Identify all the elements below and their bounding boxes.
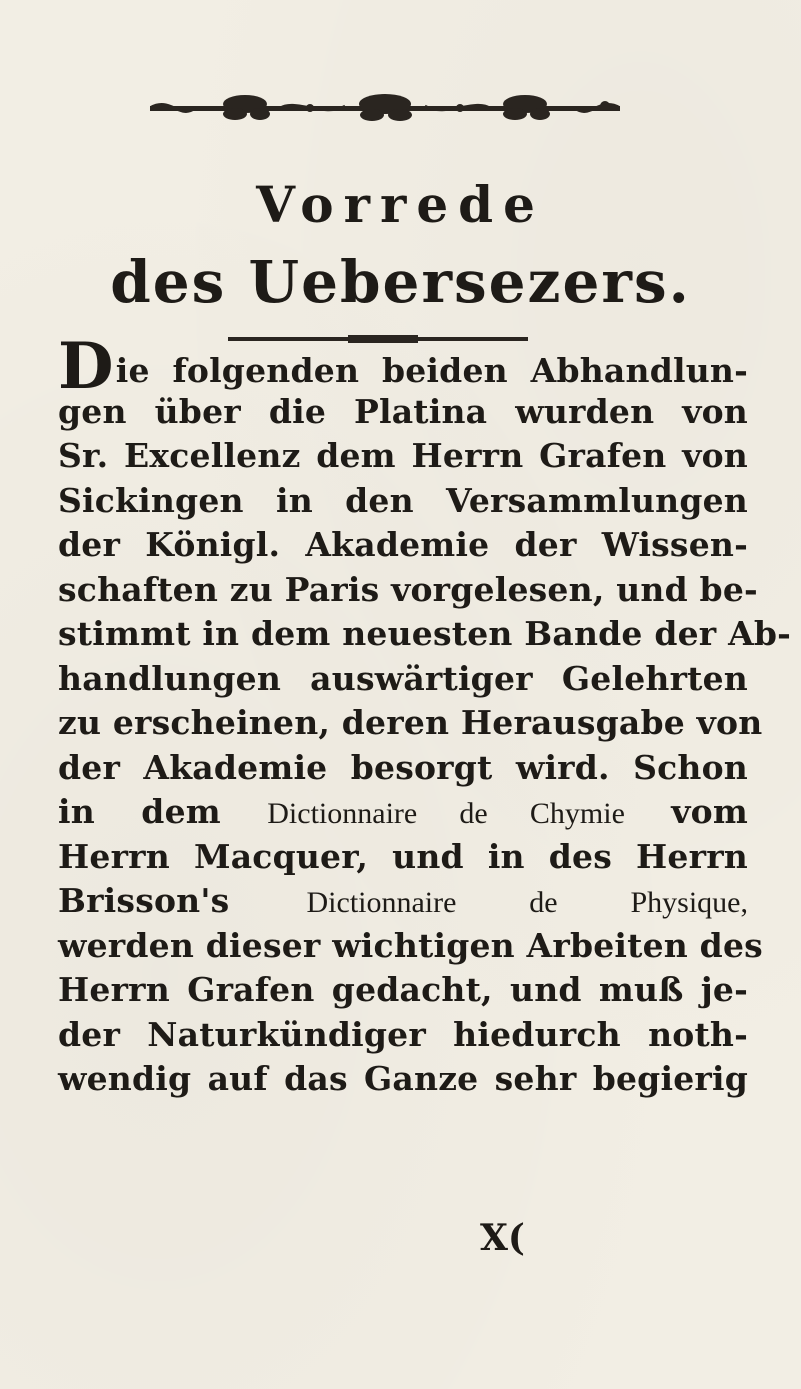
text-line-2: gen über die Platina wurden von bbox=[58, 391, 748, 431]
drop-initial: D bbox=[58, 329, 114, 404]
text-line-14: werden dieser wichtigen Arbeiten des bbox=[58, 925, 763, 965]
ornament-band bbox=[150, 92, 620, 126]
heading-line-2: des Uebersezers. bbox=[110, 248, 691, 316]
text-line-9: zu erscheinen, deren Herausgabe von bbox=[58, 703, 763, 742]
text-line-15: Herrn Grafen gedacht, und muß je- bbox=[58, 970, 748, 1009]
book-title-physique: Dictionnaire de Physique, bbox=[306, 886, 748, 919]
text-line-7: stimmt in dem neuesten Bande der Ab- bbox=[58, 614, 792, 653]
text-line-11: in dem Dictionnaire de Chymie vom bbox=[58, 792, 748, 831]
title-rule bbox=[228, 335, 528, 343]
text-line-6: schaften zu Paris vorgelesen, und be- bbox=[58, 569, 758, 609]
catchword: X( bbox=[480, 1217, 525, 1259]
text-line-3: Sr. Excellenz dem Herrn Grafen von bbox=[58, 436, 748, 475]
text-line-10: der Akademie besorgt wird. Schon bbox=[58, 747, 748, 787]
text-line-4: Sickingen in den Versammlungen bbox=[58, 480, 748, 520]
heading-line-1: Vorrede bbox=[256, 175, 545, 234]
book-title-chymie: Dictionnaire de Chymie bbox=[267, 797, 625, 830]
text-line-8: handlungen auswärtiger Gelehrten bbox=[58, 658, 748, 698]
text-line-5: der Königl. Akademie der Wissen- bbox=[58, 525, 748, 564]
body-text bbox=[58, 329, 792, 1102]
text-line-13: Brisson's Dictionnaire de Physique, bbox=[58, 881, 748, 920]
text-line-16: der Naturkündiger hiedurch noth- bbox=[58, 1014, 748, 1054]
text-line-17: wendig auf das Ganze sehr begierig bbox=[58, 1059, 748, 1098]
text-line-12: Herrn Macquer, und in des Herrn bbox=[58, 836, 748, 876]
text-line-1: Die folgenden beiden Abhandlun- bbox=[58, 329, 748, 404]
